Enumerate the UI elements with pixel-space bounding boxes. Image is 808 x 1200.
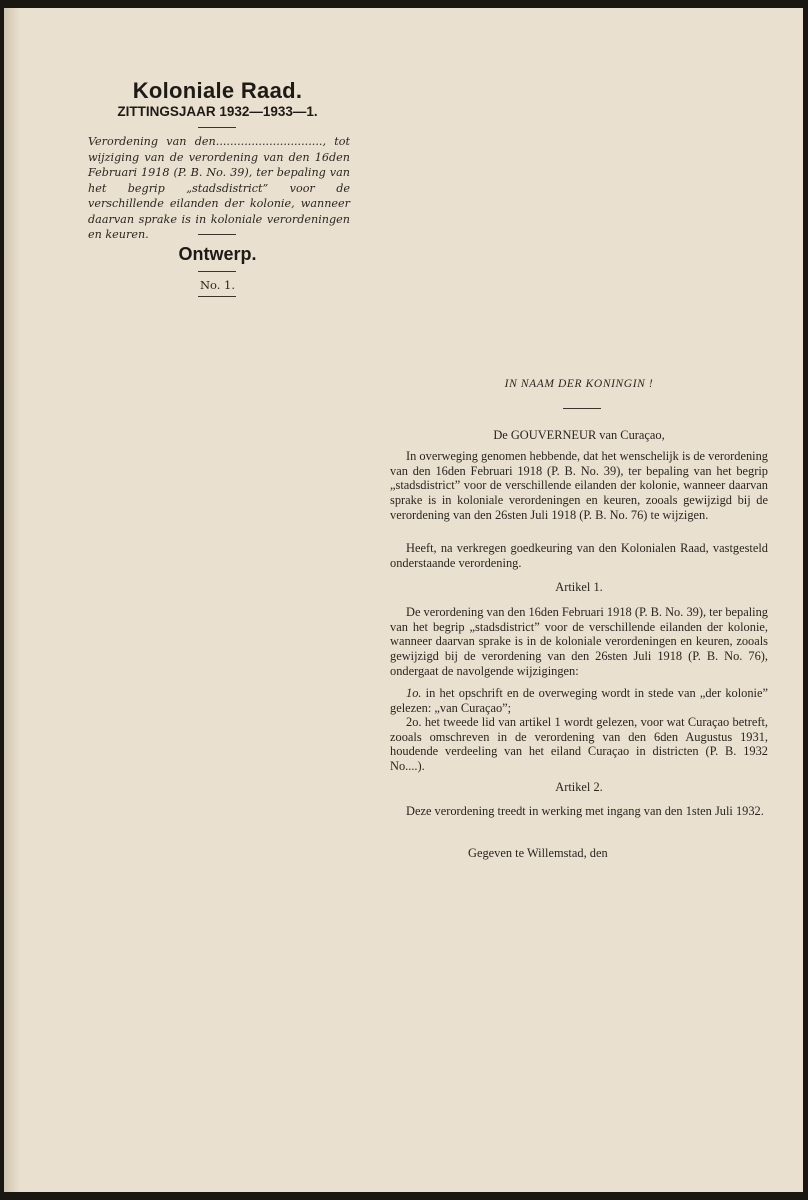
article-1-text [390, 605, 768, 679]
issuer-line: De GOUVERNEUR van Curaçao, [493, 428, 665, 442]
considering-paragraph [390, 449, 768, 523]
draft-label: Ontwerp. [178, 244, 257, 264]
article-1-item-1 [390, 686, 768, 715]
divider [198, 234, 236, 235]
page-gutter [4, 8, 20, 1192]
article-2-title: Artikel 2. [555, 780, 603, 794]
article-1-title: Artikel 1. [555, 580, 603, 594]
divider [563, 408, 601, 409]
considering-text: In overweging genomen hebbende, dat het wenschelijk is de verordening van den 16den Februari 1918 (P. B. No. 39), ter bepaling van het begrip „stadsdistrict” voor de verschillende eilanden der kolonie, wanneer daarvan sprake is in koloniale verordeningen en keuren, zooals gewijzigd bij de verordening van den 26sten Juli 1918 (P. B. No. 76) te wijzigen. [390, 449, 768, 522]
session-year: ZITTINGSJAAR 1932—1933—1. [117, 104, 318, 119]
item-1-text: in het opschrift en de overweging wordt in stede van „der kolonie” gelezen: „van Curaçao”; [390, 686, 768, 715]
council-title: Koloniale Raad. [132, 78, 303, 103]
given-at-line: Gegeven te Willemstad, den [468, 846, 608, 860]
article-2-body: Deze verordening treedt in werking met ingang van den 1sten Juli 1932. [406, 804, 764, 818]
item-2-number: 2o. [406, 715, 422, 729]
article-2-text [390, 804, 768, 819]
divider [198, 127, 236, 128]
divider [198, 296, 236, 297]
invocation: IN NAAM DER KONINGIN ! [504, 378, 654, 390]
article-1-body: De verordening van den 16den Februari 1918 (P. B. No. 39), ter bepaling van het begrip „stadsdistrict” voor de verschillende eilanden der kolonie, wanneer daarvan sprake is in de koloniale verordeningen en keuren, zooals gewijzigd bij de verordening van den 26sten Juli 1918 (P. B. No. 76), ondergaat de navolgende wijzigingen: [390, 605, 768, 678]
item-1-number: 1o. [406, 686, 422, 700]
draft-number: No. 1. [199, 278, 236, 292]
divider [198, 271, 236, 272]
article-1-item-2 [390, 715, 768, 774]
enacted-paragraph [390, 541, 768, 570]
ordinance-summary: Verordening van den.............................., tot wijziging van de verordening van den 16den Februari 1918 (P. B. No. 39), ter bepaling van het begrip „stadsdistrict” voor de verschillende eilanden der kolonie, wanneer daarvan sprake is in koloniale verordeningen en keuren. [88, 135, 350, 241]
enacted-text: Heeft, na verkregen goedkeuring van den Kolonialen Raad, vastgesteld onderstaande verordening. [390, 541, 768, 570]
item-2-text: het tweede lid van artikel 1 wordt gelezen, voor wat Curaçao betreft, zooals omschreven in de verordening van den 6den Augustus 1931, houdende verdeeling van het eiland Curaçao in districten (P. B. 1932 No....). [390, 715, 768, 774]
